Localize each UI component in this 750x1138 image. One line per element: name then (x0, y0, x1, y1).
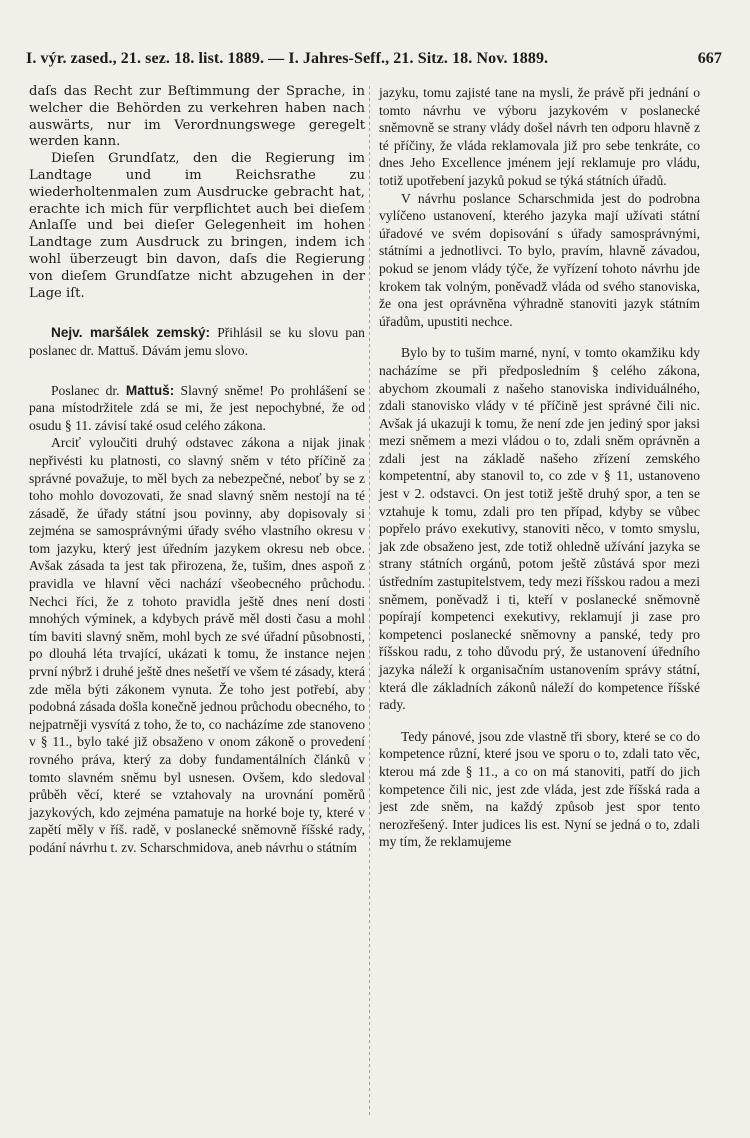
spacer (29, 360, 365, 382)
speech-text: Slavný sněme! Po prohlášení se pana místodržitele zdá se mi, že jest nepochybné, že od osudu § 11. závisí také osud celého zákona. (29, 382, 366, 433)
spacer (29, 302, 365, 324)
header-session-info: I. výr. zased., 21. sez. 18. list. 1889. — I. Jahres-Seff., 21. Sitz. 18. Nov. 1889. (26, 50, 549, 67)
speech-paragraph: Bylo by to tušim marné, nyní, v tomto okamžiku kdy nacházíme se při předposledním § celého zákona, abychom zkoumali z našeho stanoviska individuálného, zdali stanovisko vlády v té příčině jest správné čili nic. Avšak já ukazuji k tomu, že není zde jen jediný spor jaksi mezi sněmem a mezi vládou o to, zdali sněm oprávněn a zdali jest na základě našeho zřízení zemského kompetentní, aby stanovil to, co zde v § 11, ustanoveno jest v 2. odstavci. On jest totiž ještě druhý spor, a ten se vztahuje k tomu, zdali pro ten případ, kdyby se vůbec popřelo právo exekutivy, stanoviti něco, v tomto smyslu, jak zde obsaženo jest, zde totiž ohledně užívání jazyka se strany státních orgánů, potom ještě zůstává spor mezi ústředním zastupitelstvem, tedy mezi říšskou radou a mezi sněmem, poněvadž i ti, kteří v poslanecké sněmovně popírají kompetenci exekutivy, reklamují ji zase pro kompetenci poslanecké sněmovny a panské, tedy pro říšskou radu, z toho důvodu prý, že ustanovení úředního jazyka náleží k organisačním ustanovením správy státní, která dle základních zákonů náleží do kompetence říšské rady. (379, 345, 700, 713)
speech-paragraph: Tedy pánové, jsou zde vlastně tři sbory, které se co do kompetence různí, které jsou ve sporu o to, zdali tato věc, kterou má zde § 11., a co on má stanoviti, patří do jich kompetence čili nic, jest zde vláda, jest zde říšská rada a jest zde sněm, na každý způsob jest spor tento nerozřešený. Inter judices lis est. Nyní se jedná o to, zdali my tím, že reklamujeme (379, 728, 700, 850)
spacer (379, 714, 700, 728)
speech-paragraph: jazyku, tomu zajisté tane na mysli, že právě při jednání o tomto návrhu ve výboru jazykovém v poslanecké sněmovně se strany vlády došel návrh ten odporu hlavně z té příčiny, že vláda reklamovala již pro sebe tenkráte, co dnes Jeho Excellence jménem její reklamuje pro vládu, totiž upotřebení jazyků pokud se týká státních úřadů. (379, 85, 700, 188)
speaker-name: Nejv. maršálek zemský: (51, 325, 211, 341)
spacer (379, 330, 700, 344)
column-divider (369, 86, 370, 1116)
page-header (26, 50, 722, 68)
speaker-block (29, 324, 365, 359)
german-paragraph: Dieſen Grundſatz, den die Regierung im Landtage und im Reichsrathe zu wiederholtenmalen zum Ausdrucke gebracht hat, erachte ich mich für verpflichtet auch bei dieſem Anlaſſe und bei dieſer Gelegenheit im hohen Landtage zum Ausdruck zu bringen, indem ich wohl überzeugt bin davon, daſs die Regierung von dieſem Grundſatze nicht abzugehen in der Lage iſt. (29, 151, 365, 301)
speaker-block (29, 382, 365, 435)
speech-paragraph: V návrhu poslance Scharschmida jest do podrobna vylíčeno ustanovení, kterého jazyka mají užívati státní úřadové ve svém dopisování s úřady samosprávnými, státními a jednotlivci. To bylo, pravím, hlavně závadou, pokud se jenom vlády týče, že vyřízení tohoto návrhu jde krokem tak volným, poněvadž vláda od svého stanoviska, že ona jest oprávněna výhradně stanoviti jazyk státním úřadům, upustiti nechce. (379, 190, 700, 329)
speech-paragraph: Arciť vyloučiti druhý odstavec zákona a nijak jinak nepřivésti ku platnosti, co slavný sněm v této příčině za správné považuje, to měl bych za nebezpečné, neboť by se z toho mohlo dovozovati, že snad slavný sněm nestojí na té zásadě, že úřady státní jsou povinny, aby dopisovaly si zejména se samosprávnými úřady svého vlastního okresu v tom jazyku, který jest úředním jazykem okresu neb obce. Avšak zásada ta jest tak přirozena, že, tušim, dnes aspoň z pravidla ve hlavní věci nachází všeobecného průchodu. Nechci říci, že z tohoto pravidla ještě dnes není dosti mnohých výminek, a kdybych právě měl dosti času a mohl tím baviti slavný sněm, mohl bych ze své úřadní působnosti, po dlouhá léta trvající, ukázati k tomu, že instance nejen první nýbrž i druhé ještě dnes nešetří ve všem té zásady, která zde měla býti zákonem vynuta. Že toho jest potřebí, aby podobná zásada došla konečně jednou průchodu obecného, to nejpatrněji vysvítá z toho, že to, co nacházíme zde stanoveno v § 11., bylo také již obsaženo v onom zákoně o provedení rovného práva, který za doby fundamentálních článků v tomto slavném sněmu byl usnesen. Ovšem, kdo sledoval průběh věcí, které se vztahovaly na urovnání poměrů jazykových, kdo zejména pamatuje na horké boje ty, které v zapětí měly v říš. radě, v poslanecké sněmovně říšské rady, podání návrhu t. zv. Scharschmidova, aneb návrhu o státním (29, 435, 365, 855)
german-paragraph: daſs das Recht zur Beſtimmung der Sprache, in welcher die Behörden zu verkehren haben nach auswärts, nur im Verordnungswege geregelt werden kann. (29, 84, 365, 150)
speaker-name: Mattuš: (125, 382, 175, 398)
speaker-title: Poslanec dr. (51, 382, 120, 398)
left-column (29, 84, 365, 857)
right-column (379, 84, 700, 851)
page-number: 667 (697, 50, 722, 67)
speech-text: Přihlásil se ku slovu pan poslanec dr. Mattuš. Dávám jemu slovo. (29, 325, 365, 358)
